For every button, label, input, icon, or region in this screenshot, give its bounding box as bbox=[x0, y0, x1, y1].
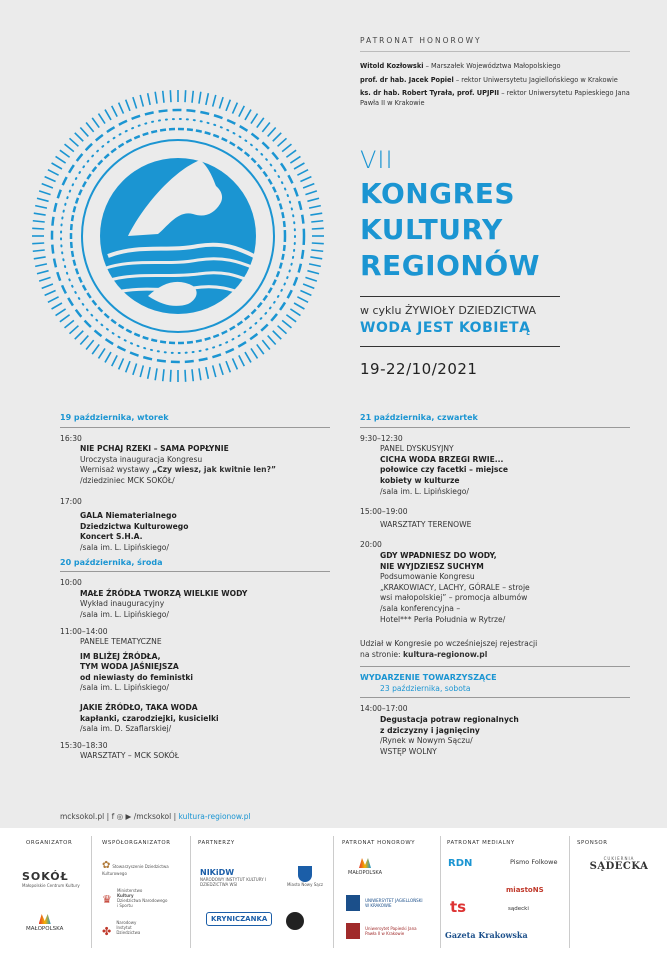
pismo-folkowe-logo: Pismo Folkowe bbox=[510, 858, 558, 866]
patronat-list bbox=[360, 62, 650, 112]
emblem-ray bbox=[92, 118, 99, 128]
emblem-ray bbox=[35, 206, 47, 208]
event-title: NIE WYJDZIESZ SUCHYM bbox=[380, 561, 484, 571]
event-venue: /sala im. L. Lipińskiego/ bbox=[380, 486, 469, 496]
emblem-ray bbox=[311, 221, 323, 222]
cukiernia-sadecka-logo: CUKIERNIA SĄDECKA bbox=[589, 856, 649, 872]
emblem-ray bbox=[119, 103, 124, 114]
event-line: WARSZTATY – MCK SOKÓŁ bbox=[80, 751, 179, 761]
event-line: WSTĘP WOLNY bbox=[380, 746, 437, 756]
emblem-ray bbox=[219, 363, 223, 374]
upjp2-logo: Uniwersytet Papieski Jana Pawła II w Krakowie bbox=[346, 920, 434, 939]
event-venue: /sala im. L. Lipińskiego/ bbox=[80, 542, 169, 552]
emblem-ray bbox=[155, 368, 157, 380]
social-handle: /mcksokol bbox=[133, 812, 172, 821]
event-time: 20:00 bbox=[360, 540, 382, 550]
ts-logo: ts bbox=[450, 898, 467, 916]
emblem-ray bbox=[32, 228, 44, 229]
event-time: 15:00–19:00 bbox=[360, 507, 408, 517]
emblem-ray bbox=[262, 123, 270, 132]
emblem-ray bbox=[226, 100, 230, 111]
emblem-ray bbox=[37, 198, 49, 201]
event-line: wsi małopolskiej” – promocja albumów bbox=[380, 593, 528, 603]
schedule-column-left bbox=[60, 413, 330, 762]
emblem-ray bbox=[305, 277, 316, 281]
emblem-ray bbox=[273, 331, 281, 339]
event-title: NIE PCHAJ RZEKI – SAMA POPŁYNIE bbox=[80, 444, 229, 454]
emblem-ray bbox=[303, 184, 314, 188]
emblem-ray bbox=[140, 365, 143, 377]
emblem-ray bbox=[290, 309, 300, 316]
event-title: Koncert S.H.A. bbox=[80, 532, 143, 542]
emblem-ray bbox=[199, 368, 201, 380]
day-heading: 20 października, środa bbox=[60, 557, 163, 567]
emblem-ray bbox=[39, 277, 50, 281]
emblem-ray bbox=[303, 284, 314, 288]
malopolska-logo: MAŁOPOLSKA bbox=[26, 914, 63, 932]
section-label: PATRONAT MEDIALNY bbox=[447, 840, 515, 846]
event-line: Uroczysta inauguracja Kongresu bbox=[80, 454, 203, 464]
patronat-title: PATRONAT HONOROWY bbox=[360, 36, 482, 45]
schedule-column-right bbox=[360, 413, 630, 757]
emblem-ray bbox=[42, 184, 53, 188]
social-icons[interactable]: f ◎ ▶ bbox=[111, 812, 132, 821]
emblem-ray bbox=[282, 144, 291, 152]
emblem-ray bbox=[35, 264, 47, 266]
emblem-ray bbox=[39, 191, 50, 195]
footer-links: mcksokol.pl | f ◎ ▶ /mcksokol | kultura-regionow.pl bbox=[60, 812, 251, 821]
emblem-ray bbox=[206, 93, 208, 105]
event-time: 16:30 bbox=[60, 433, 82, 443]
gazeta-krakowska-logo: Gazeta Krakowska bbox=[445, 930, 528, 940]
section-label: WSPÓŁORGANIZATOR bbox=[102, 840, 171, 846]
section-label: PARTNERZY bbox=[198, 840, 235, 846]
congress-website-link[interactable]: kultura-regionow.pl bbox=[178, 812, 251, 821]
emblem-ray bbox=[286, 150, 296, 157]
event-line: „KRAKOWIACY, LACHY, GÓRALE – stroje bbox=[380, 582, 530, 592]
event-venue: /sala konferencyjna – bbox=[380, 603, 461, 613]
emblem-ray bbox=[213, 95, 216, 107]
miastons-logo: miastoNS bbox=[506, 886, 544, 894]
kryniczanka-logo: KRYNICZANKA bbox=[206, 912, 272, 926]
event-venue: /sala im. D. Szaflarskiej/ bbox=[80, 724, 172, 734]
emblem-ray bbox=[309, 206, 321, 208]
emblem-ray bbox=[233, 358, 238, 369]
sadecki-logo: sądecki bbox=[508, 906, 529, 912]
emblem-ray bbox=[192, 91, 193, 103]
event-title: Dziedzictwa Kulturowego bbox=[80, 521, 189, 531]
emblem-ray bbox=[37, 271, 49, 274]
emblem-ray bbox=[70, 326, 79, 334]
emblem-ray bbox=[257, 118, 264, 128]
emblem-ray bbox=[268, 336, 276, 345]
nid-logo: ✤ Narodowy Instytut Dziedzictwa bbox=[102, 920, 141, 938]
emblem-ray bbox=[140, 95, 143, 107]
emblem-ray bbox=[126, 100, 130, 111]
emblem-ray bbox=[60, 315, 70, 322]
sokol-logo: SOKÓŁ Małopolskie Centrum Kultury bbox=[22, 870, 80, 888]
section-label: SPONSOR bbox=[577, 840, 608, 846]
registration-line: na stronie: kultura-regionow.pl bbox=[360, 649, 488, 659]
event-title: Degustacja potraw regionalnych bbox=[380, 715, 519, 725]
divider bbox=[190, 836, 191, 948]
emblem-ray bbox=[251, 114, 258, 124]
emblem-ray bbox=[170, 370, 171, 382]
emblem-ray bbox=[80, 336, 88, 345]
website-link[interactable]: mcksokol.pl bbox=[60, 812, 105, 821]
emblem-ray bbox=[45, 291, 56, 296]
emblem-ray bbox=[311, 250, 323, 251]
emblem-ray bbox=[245, 352, 251, 362]
registration-link[interactable]: kultura-regionow.pl bbox=[402, 649, 488, 659]
emblem-ray bbox=[251, 348, 258, 358]
emblem-ray bbox=[75, 133, 83, 141]
emblem-ray bbox=[105, 352, 111, 362]
emblem-ray bbox=[32, 243, 44, 244]
event-time: 15:30–18:30 bbox=[60, 740, 108, 750]
page-title: KONGRES KULTURY REGIONÓW bbox=[360, 177, 541, 282]
ministry-logo: ♛ Ministerstwo Kultury Dziedzictwa Narodowego i Sportu bbox=[102, 888, 168, 908]
event-title: CICHA WODA BRZEGI RWIE... bbox=[380, 454, 504, 464]
emblem-ray bbox=[148, 367, 150, 379]
emblem-ray bbox=[300, 291, 311, 296]
emblem-ray bbox=[52, 163, 62, 169]
emblem-ray bbox=[52, 303, 62, 309]
theme-title: WODA JEST KOBIETĄ bbox=[360, 320, 531, 336]
event-line: PANELE TEMATYCZNE bbox=[80, 637, 162, 647]
event-line: Podsumowanie Kongresu bbox=[380, 572, 475, 582]
divider bbox=[360, 51, 630, 52]
emblem-ray bbox=[297, 297, 308, 302]
emblem-ray bbox=[75, 331, 83, 339]
emblem-ray bbox=[56, 309, 66, 316]
congress-emblem bbox=[28, 86, 328, 386]
emblem-ray bbox=[297, 170, 308, 175]
emblem-ray bbox=[34, 213, 46, 215]
day-heading: 21 października, czwartek bbox=[360, 413, 478, 422]
emblem-ray bbox=[185, 90, 186, 102]
emblem-ray bbox=[86, 123, 94, 132]
emblem-ray bbox=[48, 170, 59, 175]
emblem-ray bbox=[307, 271, 319, 274]
divider bbox=[91, 836, 92, 948]
emblem-ray bbox=[65, 320, 74, 328]
emblem-ray bbox=[33, 221, 45, 222]
rdn-logo: RDN bbox=[448, 858, 473, 869]
event-venue: /sala im. L. Lipińskiego/ bbox=[80, 683, 169, 693]
emblem-ray bbox=[286, 315, 296, 322]
event-title: od niewiasty do feministki bbox=[80, 672, 194, 682]
emblem-ray bbox=[34, 257, 46, 259]
event-title: połowice czy facetki – miejsce bbox=[380, 465, 509, 475]
emblem-ray bbox=[294, 163, 304, 169]
emblem-ray bbox=[307, 198, 319, 201]
edition-number: VII bbox=[360, 146, 394, 174]
event-line: Wykład inauguracyjny bbox=[80, 599, 165, 609]
side-event-date: 23 października, sobota bbox=[380, 683, 471, 693]
emblem-ray bbox=[133, 363, 137, 374]
nowy-sacz-logo: Miasto Nowy Sącz bbox=[280, 866, 330, 887]
day-heading: 19 października, wtorek bbox=[60, 413, 169, 422]
event-venue: Hotel*** Perła Południa w Rytrze/ bbox=[380, 614, 506, 624]
emblem-ray bbox=[305, 191, 316, 195]
emblem-ray bbox=[226, 361, 230, 372]
emblem-ray bbox=[239, 355, 244, 366]
emblem-ray bbox=[309, 264, 321, 266]
event-title: GALA Niematerialnego bbox=[80, 511, 177, 521]
event-line: PANEL DYSKUSYJNY bbox=[380, 444, 454, 454]
partner-seal-logo bbox=[286, 912, 304, 930]
malopolska-patron-logo: MAŁOPOLSKA bbox=[348, 858, 382, 876]
emblem-ray bbox=[262, 340, 270, 349]
emblem-ray bbox=[86, 340, 94, 349]
emblem-ray bbox=[48, 297, 59, 302]
emblem-ray bbox=[70, 138, 79, 146]
event-title: JAKIE ŹRÓDŁO, TAKA WODA bbox=[80, 703, 198, 713]
event-title: z dziczyzny i jagnięciny bbox=[380, 725, 480, 735]
event-title: MAŁE ŹRÓDŁA TWORZĄ WIELKIE WODY bbox=[80, 588, 248, 598]
emblem-ray bbox=[312, 228, 324, 229]
registration-note bbox=[360, 639, 630, 660]
event-venue: /dziedziniec MCK SOKÓŁ/ bbox=[80, 475, 175, 485]
emblem-ray bbox=[98, 114, 105, 124]
emblem-ray bbox=[199, 92, 201, 104]
emblem-ray bbox=[310, 257, 322, 259]
event-title: kapłanki, czarodziejki, kusicielki bbox=[80, 713, 219, 723]
emblem-ray bbox=[206, 367, 208, 379]
co-organizer-logo-1: ✿ Stowarzyszenie Dziedzictwa Kulturowego bbox=[102, 860, 169, 876]
emblem-ray bbox=[310, 213, 322, 215]
emblem-ray bbox=[42, 284, 53, 288]
divider bbox=[569, 836, 570, 948]
emblem-ray bbox=[133, 97, 137, 108]
divider bbox=[333, 836, 334, 948]
emblem-ray bbox=[300, 177, 311, 182]
emblem-ray bbox=[233, 103, 238, 114]
event-venue: /Rynek w Nowym Sączu/ bbox=[380, 736, 473, 746]
event-venue: /sala im. L. Lipińskiego/ bbox=[80, 609, 169, 619]
emblem-ray bbox=[56, 156, 66, 163]
emblem-ray bbox=[185, 370, 186, 382]
divider bbox=[440, 836, 441, 948]
emblem-ray bbox=[80, 128, 88, 137]
event-title: TYM WODA JAŚNIEJSZA bbox=[80, 662, 179, 672]
emblem-ray bbox=[278, 326, 287, 334]
emblem-ray bbox=[170, 90, 171, 102]
emblem-ray bbox=[155, 92, 157, 104]
emblem-ray bbox=[213, 365, 216, 377]
cycle-label: w cyklu ŻYWIOŁY DZIEDZICTWA bbox=[360, 304, 537, 317]
event-line: WARSZTATY TERENOWE bbox=[380, 519, 472, 529]
emblem-ray bbox=[268, 128, 276, 137]
nikidw-logo: NIKiDW NARODOWY INSTYTUT KULTURY I DZIEDZICTWA WSI bbox=[200, 868, 267, 887]
patronat-item: prof. dr hab. Jacek Popiel – rektor Uniwersytetu Jagiellońskiego w Krakowie bbox=[360, 75, 618, 84]
emblem-ray bbox=[60, 150, 70, 157]
emblem-ray bbox=[112, 106, 117, 117]
emblem-ray bbox=[112, 355, 117, 366]
registration-line: Udział w Kongresie po wcześniejszej rejestracji bbox=[360, 639, 538, 649]
event-line: Wernisaż wystawy „Czy wiesz, jak kwitnie len?” bbox=[80, 465, 276, 475]
emblem-ray bbox=[65, 144, 74, 152]
emblem-ray bbox=[245, 110, 251, 120]
event-dates: 19-22/10/2021 bbox=[360, 360, 478, 378]
section-label: ORGANIZATOR bbox=[26, 840, 73, 846]
side-event-heading: WYDARZENIE TOWARZYSZĄCE bbox=[360, 673, 497, 683]
patronat-item: Witold Kozłowski – Marszałek Województwa Małopolskiego bbox=[360, 62, 561, 70]
emblem-ray bbox=[119, 358, 124, 369]
emblem-ray bbox=[45, 177, 56, 182]
event-title: kobiety w kulturze bbox=[380, 475, 460, 485]
emblem-ray bbox=[148, 93, 150, 105]
event-time: 11:00–14:00 bbox=[60, 626, 108, 636]
event-title: GDY WPADNIESZ DO WODY, bbox=[380, 550, 497, 560]
event-time: 10:00 bbox=[60, 578, 82, 588]
divider bbox=[360, 296, 560, 297]
emblem-ray bbox=[239, 106, 244, 117]
event-time: 9:30–12:30 bbox=[360, 433, 403, 443]
section-label: PATRONAT HONOROWY bbox=[342, 840, 416, 846]
emblem-ray bbox=[105, 110, 111, 120]
emblem-ray bbox=[92, 344, 99, 354]
emblem-ray bbox=[33, 250, 45, 251]
event-time: 14:00–17:00 bbox=[360, 704, 408, 714]
emblem-ray bbox=[98, 348, 105, 358]
divider bbox=[360, 346, 560, 347]
emblem-ray bbox=[219, 97, 223, 108]
emblem-ray bbox=[163, 369, 164, 381]
emblem-ray bbox=[312, 243, 324, 244]
emblem-ray bbox=[257, 344, 264, 354]
emblem-ray bbox=[294, 303, 304, 309]
patronat-item: ks. dr hab. Robert Tyrała, prof. UPJPII – rektor Uniwersytetu Papieskiego Jana Pawła II w Krakowie bbox=[360, 89, 630, 107]
emblem-ray bbox=[163, 91, 164, 103]
event-time: 17:00 bbox=[60, 496, 82, 506]
emblem-ray bbox=[282, 320, 291, 328]
emblem-ray bbox=[273, 133, 281, 141]
emblem-ray bbox=[192, 369, 193, 381]
emblem-ray bbox=[278, 138, 287, 146]
event-title: IM BLIŻEJ ŹRÓDŁA, bbox=[80, 651, 161, 661]
emblem-ray bbox=[126, 361, 130, 372]
emblem-ray bbox=[290, 156, 300, 163]
uj-logo: UNIWERSYTET JAGIELLOŃSKI W KRAKOWIE bbox=[346, 892, 434, 911]
